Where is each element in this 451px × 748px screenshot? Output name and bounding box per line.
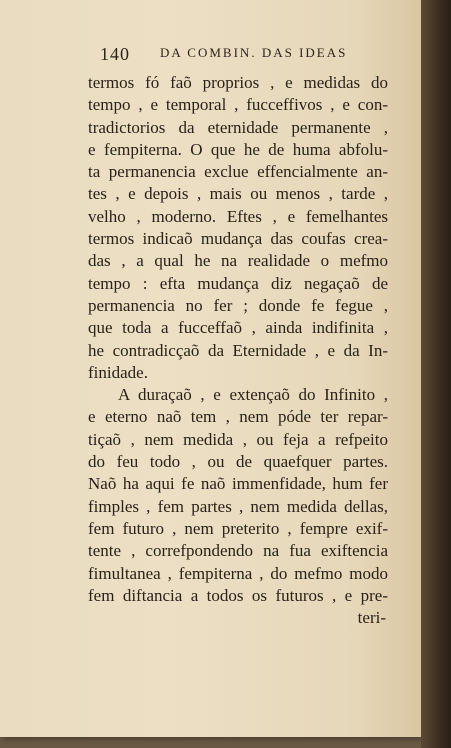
page-number: 140 [100, 44, 130, 64]
running-title: DA COMBIN. DAS IDEAS [160, 45, 348, 60]
text-line: tente , correfpondendo na fua exiftencia [88, 541, 388, 561]
text-line: das , a qual he na realidade o mefmo [88, 251, 388, 271]
text-line: termos indicaõ mudança das coufas crea- [88, 229, 388, 249]
paragraph-start-line: A duraçaõ , e extençaõ do Infinito , [118, 385, 388, 405]
text-line: he contradicçaõ da Eternidade , e da In- [88, 340, 388, 360]
catchword: teri- [357, 608, 386, 628]
text-line: e fempiterna. O que he de huma abfolu- [88, 139, 388, 159]
text-line: tradictorios da eternidade permanente , [88, 117, 388, 137]
text-line: fimples , fem partes , nem medida dellas, [88, 496, 388, 516]
text-line: fem futuro , nem preterito , fempre exif- [88, 518, 388, 538]
text-line: tes , e depois , mais ou menos , tarde , [88, 184, 388, 204]
page-header [100, 44, 390, 66]
book-edge [421, 0, 451, 748]
text-line: que toda a fucceffaõ , ainda indifinita , [88, 318, 388, 338]
text-line: velho , moderno. Eftes , e femelhantes [88, 206, 388, 226]
text-line: finidade. [88, 362, 148, 382]
text-line: permanencia no fer ; donde fe fegue , [88, 295, 388, 315]
text-line: do feu todo , ou de quaefquer partes. [88, 452, 388, 472]
text-line: termos fó faõ proprios , e medidas do [88, 73, 388, 92]
text-line: Naõ ha aqui fe naõ immenfidade, hum fer [88, 474, 388, 494]
text-line: fem diftancia a todos os futuros , e pre- [88, 585, 388, 605]
text-line: e eterno naõ tem , nem póde ter repar- [88, 407, 388, 427]
text-line: ta permanencia exclue effencialmente an- [88, 162, 388, 182]
text-line: tempo : efta mudança diz negaçaõ de [88, 273, 388, 293]
body-text [88, 72, 388, 629]
text-line: tempo , e temporal , fucceffivos , e con- [88, 95, 388, 115]
text-line: tiçaõ , nem medida , ou feja a refpeito [88, 429, 388, 449]
text-line: fimultanea , fempiterna , do mefmo modo [88, 563, 388, 583]
